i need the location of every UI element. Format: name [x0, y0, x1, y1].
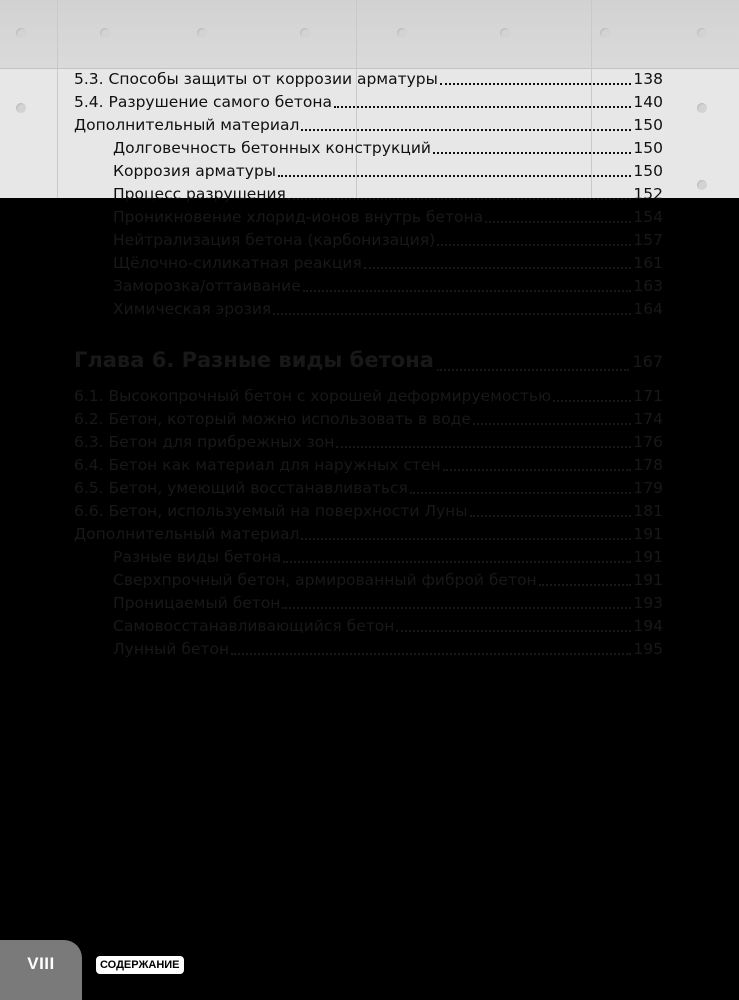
toc-entry[interactable]: Дополнительный материал 191 — [74, 525, 663, 543]
page-number: VIII — [27, 954, 55, 973]
section-label: СОДЕРЖАНИЕ — [96, 956, 184, 974]
toc-subentry[interactable]: Долговечность бетонных конструкций 150 — [113, 139, 663, 157]
toc-entry[interactable]: 5.3. Способы защиты от коррозии арматуры 138 — [74, 70, 663, 88]
toc-subentry[interactable]: Проникновение хлорид-ионов внутрь бетона 154 — [113, 208, 663, 226]
toc-subentry[interactable]: Заморозка/оттаивание 163 — [113, 277, 663, 295]
toc-subentry[interactable]: Химическая эрозия 164 — [113, 300, 663, 318]
toc-entry[interactable]: 6.1. Высокопрочный бетон с хорошей деформируемостью 171 — [74, 387, 663, 405]
toc-subentry[interactable]: Коррозия арматуры 150 — [113, 162, 663, 180]
toc-entry[interactable]: 6.5. Бетон, умеющий восстанавливаться 179 — [74, 479, 663, 497]
toc-subentry[interactable]: Самовосстанавливающийся бетон 194 — [113, 617, 663, 635]
toc-subentry[interactable]: Щёлочно-силикатная реакция 161 — [113, 254, 663, 272]
toc-entry[interactable]: 6.4. Бетон как материал для наружных стен 178 — [74, 456, 663, 474]
toc-entry[interactable]: 5.4. Разрушение самого бетона 140 — [74, 93, 663, 111]
toc-subentry[interactable]: Сверхпрочный бетон, армированный фиброй бетон 191 — [113, 571, 663, 589]
toc-entry[interactable]: 6.3. Бетон для прибрежных зон 176 — [74, 433, 663, 451]
toc-subentry[interactable]: Лунный бетон 195 — [113, 640, 663, 658]
toc-entry[interactable]: Дополнительный материал 150 — [74, 116, 663, 134]
toc-entry[interactable]: 6.6. Бетон, используемый на поверхности Луны 181 — [74, 502, 663, 520]
toc-subentry[interactable]: Нейтрализация бетона (карбонизация) 157 — [113, 231, 663, 249]
chapter-heading[interactable]: Глава 6. Разные виды бетона 167 — [74, 348, 663, 372]
toc-subentry[interactable]: Процесс разрушения 152 — [113, 185, 663, 203]
toc-subentry[interactable]: Разные виды бетона 191 — [113, 548, 663, 566]
toc-entry[interactable]: 6.2. Бетон, который можно использовать в воде 174 — [74, 410, 663, 428]
toc-subentry[interactable]: Проницаемый бетон 193 — [113, 594, 663, 612]
